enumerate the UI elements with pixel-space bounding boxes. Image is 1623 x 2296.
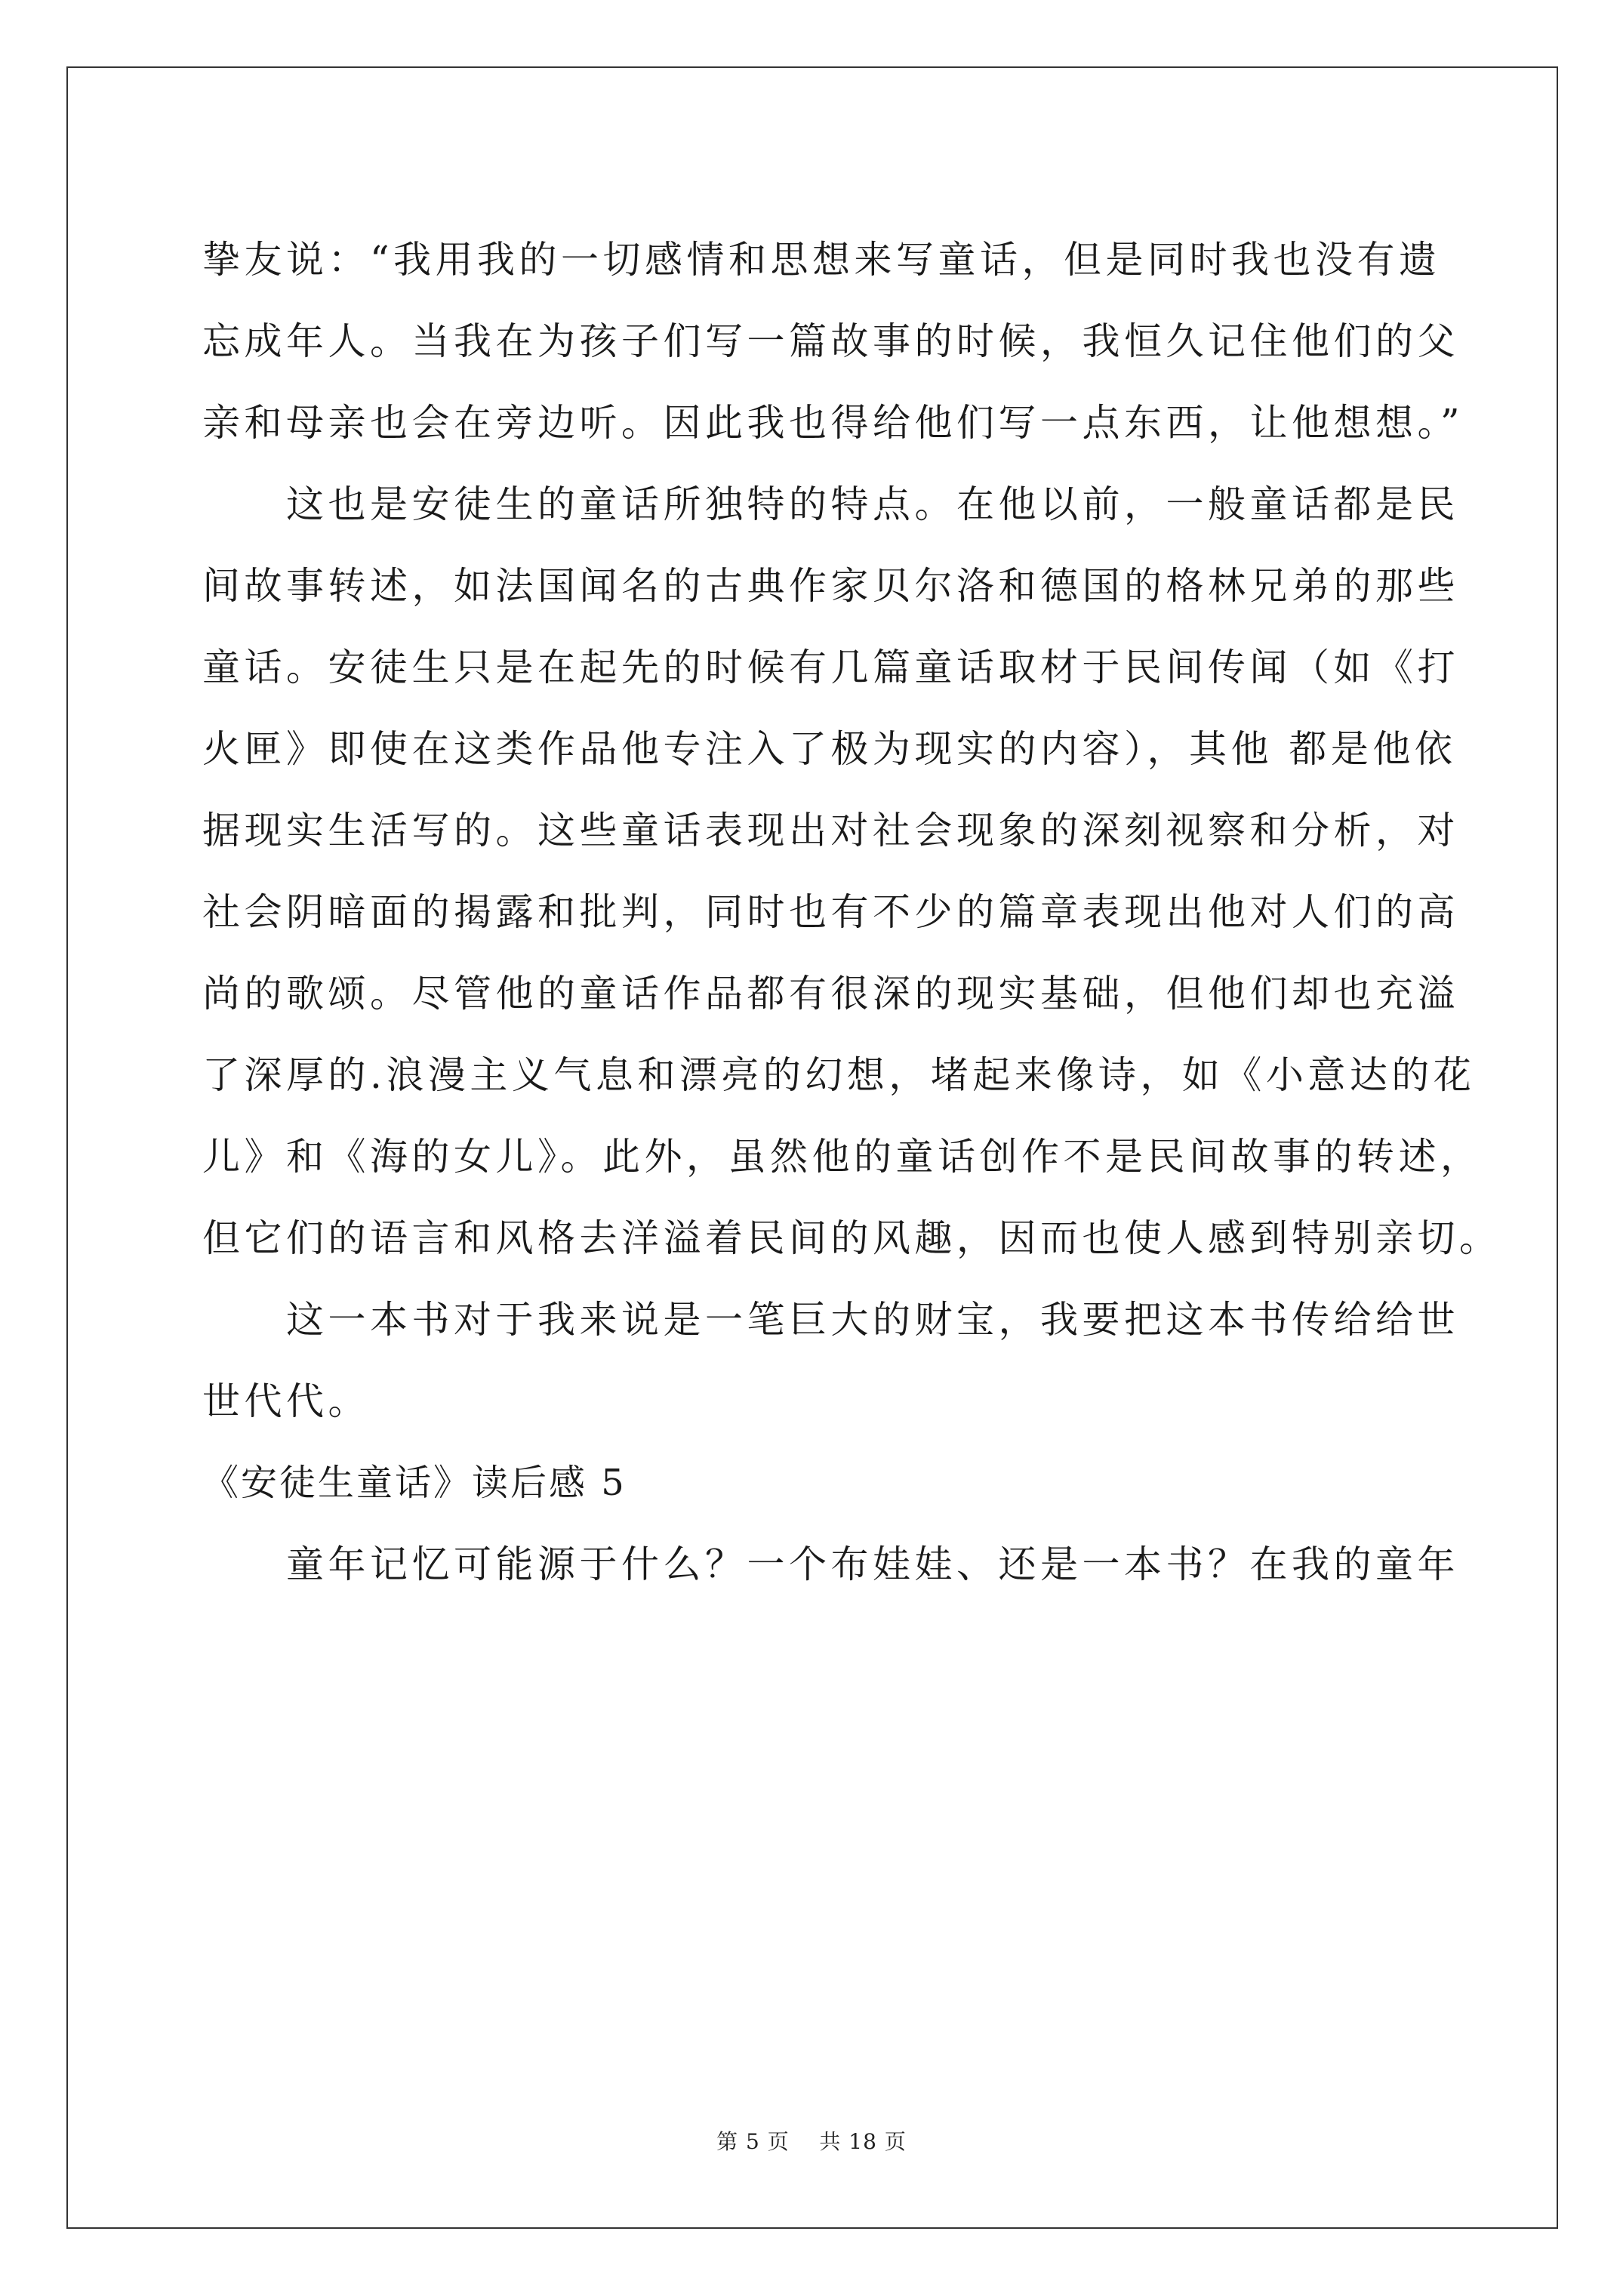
text-line: 社会阴暗面的揭露和批判，同时也有不少的篇章表现出他对人们的高 [202,890,1459,934]
text-line: 世代代。 [202,1379,370,1423]
text-line: 这一本书对于我来说是一笔巨大的财宝，我要把这本书传给给世 [202,1298,1459,1342]
page-footer [0,2125,1623,2156]
text-line: 了深厚的.浪漫主义气息和漂亮的幻想，堵起来像诗，如《小意达的花 [202,1053,1476,1097]
document-body [202,219,1501,1605]
text-line: 亲和母亲也会在旁边听。因此我也得给他们写一点东西，让他想想。” [202,401,1464,445]
text-line: 挚友说：“我用我的一切感情和思想来写童话，但是同时我也没有遗 [202,238,1441,282]
page-number: 第 5 页 [716,2129,790,2154]
text-line: 童年记忆可能源于什么？一个布娃娃、还是一本书？在我的童年 [202,1542,1459,1586]
text-line: 儿》和《海的女儿》。此外，虽然他的童话创作不是民间故事的转述， [202,1135,1483,1179]
text-line: 火匣》即使在这类作品他专注入了极为现实的内容），其他 都是他依 [202,727,1457,771]
text-line: 尚的歌颂。尽管他的童话作品都有很深的现实基础，但他们却也充溢 [202,972,1459,1015]
text-line: 据现实生活写的。这些童话表现出对社会现象的深刻视察和分析，对 [202,809,1459,852]
page-total: 共 18 页 [819,2129,907,2154]
section-heading: 《安徒生童话》读后感 5 [202,1462,627,1504]
text-line: 这也是安徒生的童话所独特的特点。在他以前，一般童话都是民 [202,482,1459,526]
text-line: 但它们的语言和风格去洋溢着民间的风趣，因而也使人感到特别亲切。 [202,1216,1501,1260]
text-line: 童话。安徒生只是在起先的时候有几篇童话取材于民间传闻（如《打 [202,646,1459,689]
text-line: 间故事转述，如法国闻名的古典作家贝尔洛和德国的格林兄弟的那些 [202,564,1459,608]
text-line: 忘成年人。当我在为孩子们写一篇故事的时候，我恒久记住他们的父 [202,319,1459,363]
